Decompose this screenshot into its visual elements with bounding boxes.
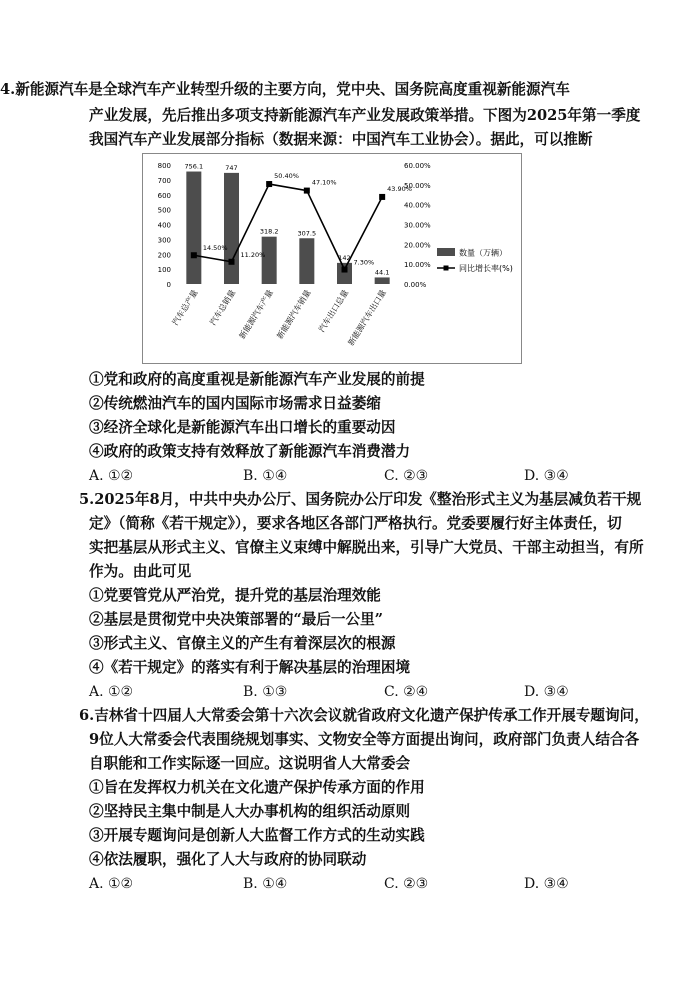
q5-statement-3: ③形式主义、官僚主义的产生有着深层次的根源 <box>89 635 396 652</box>
q6-statement-3: ③开展专题询问是创新人大监督工作方式的生动实践 <box>89 827 425 844</box>
left-axis-tick-label: 0 <box>166 281 171 289</box>
bar-value-label: 747 <box>225 163 238 172</box>
left-axis-tick-label: 300 <box>157 236 171 245</box>
bar-value-label: 307.5 <box>297 229 317 238</box>
q5-line-1: 5.2025年8月，中共中央办公厅、国务院办公厅印发《整治形式主义为基层减负若干规 <box>79 491 642 508</box>
q6-option-c: C. ②③ <box>384 876 429 892</box>
q4-option-a: A. ①② <box>89 468 134 484</box>
right-axis-tick-label: 60.00% <box>404 162 431 170</box>
q6-option-d: D. ③④ <box>524 876 569 892</box>
q4-statement-3: ③经济全球化是新能源汽车出口增长的重要动因 <box>89 419 396 436</box>
q4-line-1: 4.新能源汽车是全球汽车产业转型升级的主要方向，党中央、国务院高度重视新能源汽车 <box>0 81 570 98</box>
q6-option-a: A. ①② <box>89 876 134 892</box>
growth-rate-label: 11.20% <box>240 250 266 259</box>
bar <box>375 277 390 284</box>
chart-figure <box>142 153 522 364</box>
q5-line-2: 定》（简称《若干规定》），要求各地区各部门严格执行。党委要履行好主体责任，切 <box>89 515 622 532</box>
left-axis-tick-label: 700 <box>157 176 171 185</box>
q4-statement-4: ④政府的政策支持有效释放了新能源汽车消费潜力 <box>89 443 411 460</box>
q4-line-2: 产业发展，先后推出多项支持新能源汽车产业发展政策举措。下图为2025年第一季度 <box>89 107 641 124</box>
growth-rate-point <box>191 252 197 258</box>
q4-line-3: 我国汽车产业发展部分指标（数据来源：中国汽车工业协会）。据此，可以推断 <box>89 131 593 148</box>
q5-statement-2: ②基层是贯彻党中央决策部署的“最后一公里” <box>89 611 384 628</box>
bar <box>262 237 277 284</box>
left-axis-tick-label: 500 <box>157 206 171 215</box>
bar-value-label: 318.2 <box>259 227 279 236</box>
q6-statement-4: ④依法履职，强化了人大与政府的协同联动 <box>89 851 367 868</box>
growth-rate-point <box>304 188 310 194</box>
category-label: 新能源汽车销量 <box>275 288 313 341</box>
bar <box>299 238 314 284</box>
q6-line-2: 9位人大常委会代表围绕规划事实、文物安全等方面提出询问，政府部门负责人结合各 <box>89 731 640 748</box>
q6-option-b: B. ①④ <box>243 876 288 892</box>
q5-option-d: D. ③④ <box>524 684 569 700</box>
growth-rate-label: 14.50% <box>202 244 228 253</box>
q6-line-3: 自职能和工作实际逐一回应。这说明省人大常委会 <box>89 755 411 772</box>
q5-line-4: 作为。由此可见 <box>89 563 192 580</box>
growth-rate-point <box>266 181 272 187</box>
right-axis-tick-label: 10.00% <box>404 261 431 270</box>
category-label: 新能源汽车出口量 <box>346 288 388 348</box>
q4-option-c: C. ②③ <box>384 468 429 484</box>
left-axis-tick-label: 600 <box>157 191 171 200</box>
legend-bar-swatch <box>437 248 455 256</box>
q6-statement-1: ①旨在发挥权力机关在文化遗产保护传承方面的作用 <box>89 779 425 796</box>
bar <box>224 173 239 284</box>
growth-rate-label: 43.90% <box>387 184 412 193</box>
left-axis-tick-label: 100 <box>157 266 171 275</box>
q4-statement-1: ①党和政府的高度重视是新能源汽车产业发展的前提 <box>89 371 425 388</box>
growth-rate-line <box>194 184 382 269</box>
bar <box>337 263 352 284</box>
bar-value-label: 44.1 <box>374 268 390 277</box>
left-axis-tick-label: 400 <box>157 221 171 230</box>
right-axis-tick-label: 0.00% <box>404 281 427 289</box>
right-axis-tick-label: 50.00% <box>404 181 431 190</box>
growth-rate-point <box>229 259 235 265</box>
bar <box>186 172 201 284</box>
category-label: 汽车总销量 <box>208 288 238 327</box>
q4-option-b: B. ①④ <box>243 468 288 484</box>
q4-statement-2: ②传统燃油汽车的国内国际市场需求日益萎缩 <box>89 395 381 412</box>
right-axis-tick-label: 40.00% <box>404 201 431 210</box>
legend-bar-label: 数量（万辆） <box>459 248 507 258</box>
growth-rate-label: 7.30% <box>353 258 375 267</box>
q5-option-c: C. ②④ <box>384 684 429 700</box>
category-label: 汽车出口总量 <box>317 288 351 334</box>
growth-rate-point <box>342 267 348 273</box>
q5-option-b: B. ①③ <box>243 684 288 700</box>
q5-statement-4: ④《若干规定》的落实有利于解决基层的治理困境 <box>89 659 411 676</box>
category-label: 新能源汽车产量 <box>237 288 275 341</box>
q6-statement-2: ②坚持民主集中制是人大办事机构的组织活动原则 <box>89 803 411 820</box>
growth-rate-label: 47.10% <box>311 178 337 187</box>
right-axis-tick-label: 20.00% <box>404 241 431 250</box>
legend-line-label: 同比增长率(%) <box>459 264 513 273</box>
q5-line-3: 实把基层从形式主义、官僚主义束缚中解脱出来，引导广大党员、干部主动担当，有所 <box>89 539 644 556</box>
growth-rate-label: 50.40% <box>274 172 299 181</box>
q6-line-1: 6.吉林省十四届人大常委会第十六次会议就省政府文化遗产保护传承工作开展专题询问， <box>79 707 649 724</box>
legend-line-marker <box>444 266 449 271</box>
q5-option-a: A. ①② <box>89 684 134 700</box>
bar-value-label: 756.1 <box>184 162 204 171</box>
bar-line-chart <box>143 154 521 363</box>
bar-value-label: 142 <box>338 253 351 262</box>
growth-rate-point <box>379 194 385 200</box>
left-axis-tick-label: 200 <box>157 251 171 260</box>
right-axis-tick-label: 30.00% <box>404 221 431 230</box>
left-axis-tick-label: 800 <box>157 162 171 170</box>
q5-statement-1: ①党要管党从严治党，提升党的基层治理效能 <box>89 587 381 604</box>
q4-option-d: D. ③④ <box>524 468 569 484</box>
category-label: 汽车总产量 <box>170 288 200 327</box>
